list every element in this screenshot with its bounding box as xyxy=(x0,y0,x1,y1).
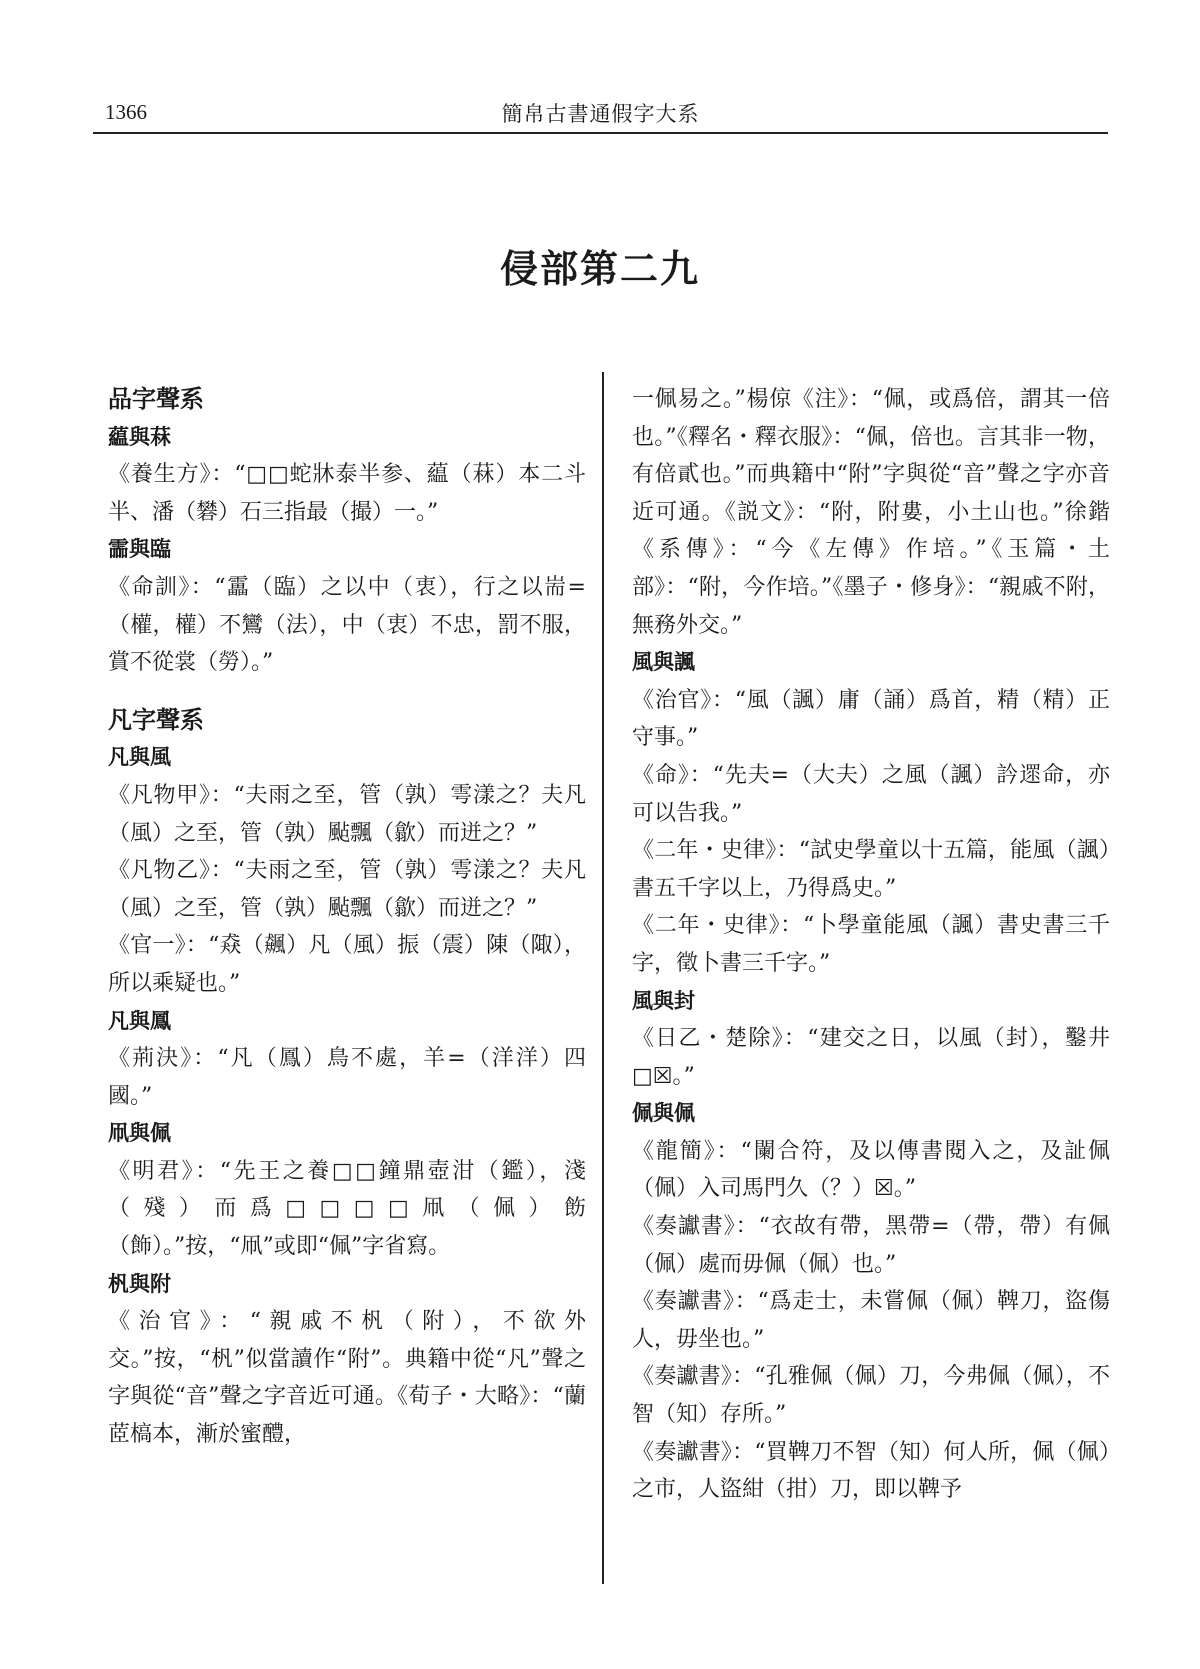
entry-text: 《治官》：“親戚不杋（附），不欲外交。”按，“杋”似當讀作“附”。典籍中從“凡”聲之字與從“音”聲之字音近可通。《荀子・大略》：“蘭茝槁本，漸於蜜醴， xyxy=(108,1309,586,1448)
entry-heading: 凡與風 xyxy=(108,745,171,770)
entry-heading: 佩與佩 xyxy=(632,1101,695,1126)
chapter-title: 侵部第二九 xyxy=(499,247,700,291)
entry-text: 《命訓》：“靁（臨）之以中（衷），行之以耑=（權，權）不鸞（法），中（衷）不忠，罰不服，賞不從裳（勞）。” xyxy=(108,574,586,676)
entry-text: 《明君》：“先王之養□□鐘鼎壺泔（鑑），淺（殘）而爲□□□□凧（佩）飭（飾）。”按，“凧”或即“佩”字省寫。 xyxy=(108,1158,586,1260)
entry-text: 《奏讞書》：“爲走士，未嘗佩（佩）鞞刀，盜傷人，毋坐也。” xyxy=(632,1289,1110,1352)
entry-text: 《凡物甲》：“夫雨之至，管（孰）雩漾之？夫凡（風）之至，管（孰）颭飄（歙）而迸之？” xyxy=(108,782,586,846)
entry-heading: 杋與附 xyxy=(108,1271,171,1296)
entry-text: 《日乙・楚除》：“建交之日，以風（封），鑿井□☒。” xyxy=(632,1026,1110,1089)
column-divider xyxy=(602,372,604,1584)
entry-heading: 霝與臨 xyxy=(108,537,171,562)
entry-text: 《奏讞書》：“衣故有帶，黑帶=（帶，帶）有佩（佩）處而毋佩（佩）也。” xyxy=(632,1214,1110,1277)
page-number: 1366 xyxy=(105,100,147,124)
entry-text: 《官一》：“猋（飆）凡（風）振（震）陳（陬），所以乘疑也。” xyxy=(108,933,586,996)
entry-text: 《二年・史律》：“卜學童能風（諷）書史書三千字，徵卜書三千字。” xyxy=(632,913,1110,976)
entry-text: 《奏讞書》：“孔雅佩（佩）刀，今弗佩（佩），不智（知）存所。” xyxy=(632,1364,1110,1428)
entry-text: 《凡物乙》：“夫雨之至，管（孰）雩漾之？夫凡（風）之至，管（孰）颭飄（歙）而迸之？” xyxy=(108,858,586,921)
section-spacer xyxy=(108,682,586,702)
entry-text: 《二年・史律》：“試史學童以十五篇，能風（諷）書五千字以上，乃得爲史。” xyxy=(632,838,1110,901)
entry-heading: 藴與菻 xyxy=(108,424,171,449)
entry-text: 《龍簡》：“闌合符，及以傳書閱入之，及訨佩（佩）入司馬門久（？）☒。” xyxy=(632,1138,1110,1202)
entry-text: 《養生方》：“□□蛇牀泰半参、藴（菻）本二斗半、潘（礬）石三指最（撮）一。” xyxy=(108,462,586,525)
entry-heading: 凡與鳳 xyxy=(108,1008,171,1033)
section-title: 凡字聲系 xyxy=(108,705,204,734)
entry-text: 《命》：“先夫=（大夫）之風（諷）訡遝命，亦可以告我。” xyxy=(632,762,1110,826)
page-header xyxy=(93,96,1108,134)
entry-text: 《奏讞書》：“買鞞刀不智（知）何人所，佩（佩）之市，人盜紺（拑）刀，即以鞞予 xyxy=(632,1439,1110,1503)
book-title: 簡帛古書通假字大系 xyxy=(501,102,700,126)
entry-heading: 凧與佩 xyxy=(108,1121,171,1146)
right-column xyxy=(632,381,1110,1509)
entry-text: 《荊決》：“凡（鳳）鳥不處，羊=（洋洋）四國。” xyxy=(108,1046,586,1109)
section-title: 品字聲系 xyxy=(108,385,204,413)
entry-text: 《治官》：“風（諷）庸（誦）爲首，精（精）正守事。” xyxy=(632,687,1110,751)
entry-heading: 風與封 xyxy=(632,988,695,1013)
entry-heading: 風與諷 xyxy=(632,650,695,675)
left-column xyxy=(108,381,586,1454)
entry-text: 一佩易之。”楊倞《注》：“佩，或爲倍，謂其一倍也。”《釋名・釋衣服》：“佩，倍也。言其非一物，有倍貳也。”而典籍中“附”字與從“音”聲之字亦音近可通。《説文》：“附，附婁，小土山也。”徐鍇《系傳》：“今《左傳》作培。”《玉篇・土部》：“附，今作培。”《墨子・修身》：“親戚不附，無務外交。” xyxy=(632,387,1110,638)
